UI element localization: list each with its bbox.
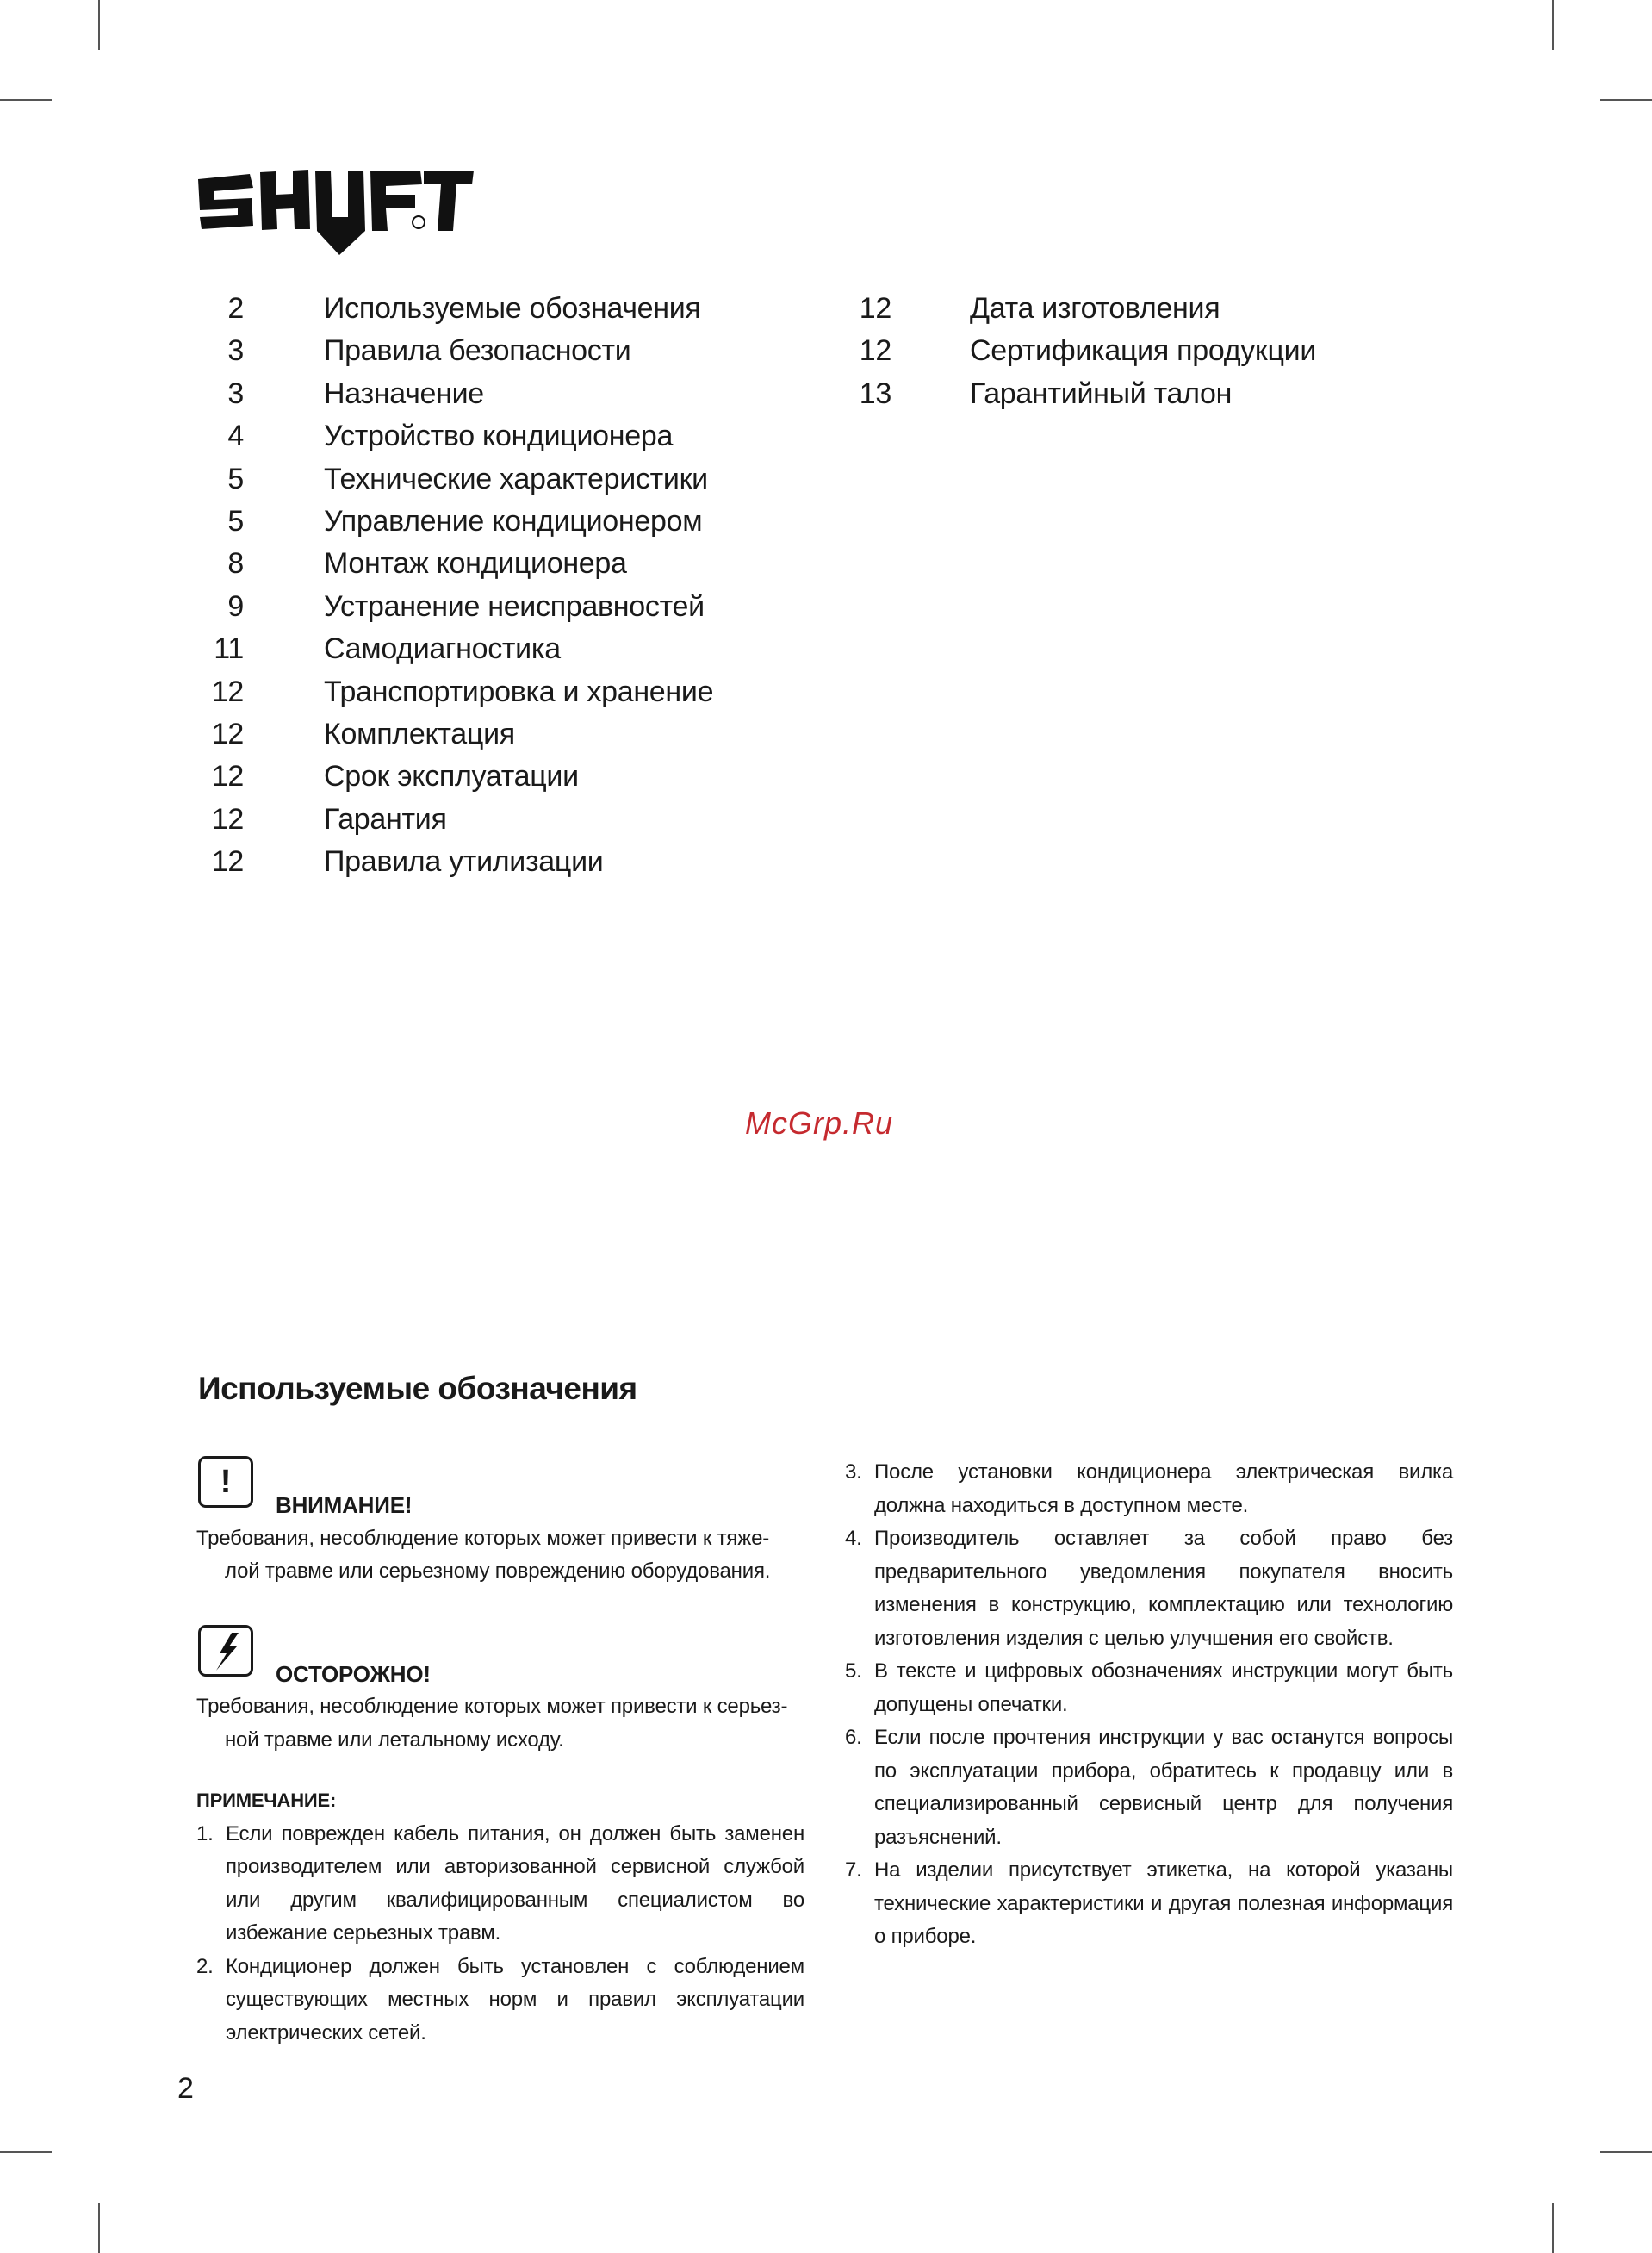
notes-list-left (196, 1818, 804, 2051)
toc-page-number: 11 (214, 632, 244, 666)
list-item (845, 1721, 1453, 1854)
section-title: Используемые обозначения (198, 1371, 637, 1406)
toc-row (196, 330, 713, 372)
toc-page-number: 8 (227, 547, 244, 581)
toc-page-number: 9 (227, 589, 244, 623)
toc-title: Используемые обозначения (324, 292, 701, 325)
toc-title: Устранение неисправностей (324, 589, 705, 623)
toc-row (196, 288, 713, 330)
list-item-text: В тексте и цифровых обозначениях инструкции могут быть допущены опечатки. (874, 1659, 1453, 1716)
crop-mark (1600, 99, 1652, 101)
toc-page-number: 12 (211, 802, 244, 836)
toc-title: Правила утилизации (324, 845, 604, 879)
toc-row (196, 586, 713, 628)
toc-title: Сертификация продукции (970, 334, 1317, 368)
toc-page-number: 3 (227, 334, 244, 368)
crop-mark (0, 99, 52, 101)
caution-block (196, 1625, 804, 1691)
toc-page-number: 4 (227, 420, 244, 453)
toc-title: Технические характеристики (324, 462, 708, 495)
toc-title: Транспортировка и хранение (324, 675, 714, 708)
crop-mark (1552, 2203, 1554, 2253)
toc-row (196, 373, 713, 415)
attention-text-line: Требования, несоблюдение которых может привести к тяже- (196, 1526, 770, 1550)
toc-title: Гарантия (324, 802, 447, 836)
left-text-column (196, 1456, 804, 2050)
list-item-number: 5. (845, 1659, 862, 1683)
list-item-text: На изделии присутствует этикетка, на которой указаны технические характеристики и другая полезная информация о приборе. (874, 1858, 1453, 1948)
toc-left-column (196, 288, 713, 884)
exclamation-icon: ! (198, 1456, 253, 1508)
toc-row (844, 373, 1316, 415)
toc-page-number: 12 (859, 292, 891, 325)
list-item-number: 6. (845, 1726, 862, 1749)
list-item-number: 1. (196, 1821, 214, 1845)
crop-mark (98, 0, 100, 50)
toc-row (196, 458, 713, 501)
toc-page-number: 3 (227, 377, 244, 410)
toc-title: Правила безопасности (324, 334, 631, 368)
toc-row (196, 799, 713, 841)
list-item (845, 1456, 1453, 1522)
toc-row (196, 415, 713, 457)
toc-row (196, 628, 713, 670)
toc-title: Монтаж кондиционера (324, 547, 627, 581)
crop-mark (1600, 2151, 1652, 2153)
toc-page-number: 13 (859, 377, 891, 410)
toc-page-number: 12 (211, 760, 244, 794)
brand-logo (196, 169, 476, 258)
caution-heading: ОСТОРОЖНО! (276, 1660, 431, 1687)
attention-heading: ВНИМАНИЕ! (276, 1492, 413, 1518)
crop-mark (98, 2203, 100, 2253)
toc-page-number: 12 (211, 718, 244, 751)
lightning-icon (198, 1625, 253, 1677)
toc-page-number: 12 (859, 334, 891, 368)
note-heading: ПРИМЕЧАНИЕ: (196, 1789, 337, 1811)
list-item-number: 7. (845, 1858, 862, 1882)
list-item (845, 1655, 1453, 1721)
toc-title: Комплектация (324, 718, 515, 751)
list-item (845, 1522, 1453, 1655)
toc-title: Назначение (324, 377, 484, 410)
watermark: McGrp.Ru (745, 1105, 894, 1141)
caution-text (196, 1690, 804, 1757)
attention-block (196, 1456, 804, 1522)
toc-title: Устройство кондиционера (324, 420, 674, 453)
list-item (196, 1818, 804, 1951)
caution-text-line: ной травме или летальному исходу. (225, 1727, 564, 1752)
crop-mark (0, 2151, 52, 2153)
toc-title: Гарантийный талон (970, 377, 1233, 410)
toc-row (844, 288, 1316, 330)
toc-row (196, 756, 713, 798)
attention-text-line: лой травме или серьезному повреждению оборудования. (225, 1559, 771, 1583)
toc-page-number: 5 (227, 462, 244, 495)
toc-title: Управление кондиционером (324, 505, 703, 538)
page-number: 2 (177, 2072, 194, 2105)
crop-mark (1552, 0, 1554, 50)
toc-row (196, 501, 713, 543)
list-item (196, 1951, 804, 2051)
toc-row (196, 841, 713, 883)
notes-list-right (845, 1456, 1453, 1954)
list-item-text: После установки кондиционера электрическая вилка должна находиться в доступном месте. (874, 1460, 1453, 1517)
list-item-text: Кондиционер должен быть установлен с соблюдением существующих местных норм и правил эксплуатации электрических сетей. (226, 1954, 804, 2045)
list-item-number: 3. (845, 1460, 862, 1484)
toc-row (196, 543, 713, 585)
toc-page-number: 2 (227, 292, 244, 325)
list-item-number: 2. (196, 1954, 214, 1978)
list-item-number: 4. (845, 1527, 862, 1550)
toc-title: Самодиагностика (324, 632, 561, 666)
caution-text-line: Требования, несоблюдение которых может привести к серьез- (196, 1695, 788, 1718)
toc-page-number: 12 (211, 845, 244, 879)
list-item-text: Производитель оставляет за собой право без предварительного уведомления покупателя вносить изменения в конструкцию, комплектацию или технологию изготовления изделия с целью улучшения его свойств. (874, 1527, 1453, 1650)
toc-title: Срок эксплуатации (324, 760, 579, 794)
toc-row (196, 713, 713, 756)
list-item (845, 1854, 1453, 1954)
toc-row (844, 330, 1316, 372)
list-item-text: Если после прочтения инструкции у вас останутся вопросы по эксплуатации прибора, обратитесь к продавцу или в специализированный сервисный центр для получения разъяснений. (874, 1726, 1453, 1849)
list-item-text: Если поврежден кабель питания, он должен быть заменен производителем или авторизованной сервисной службой или другим квалифицированным специалистом во избежание серьезных травм. (226, 1821, 804, 1945)
toc-row (196, 671, 713, 713)
right-text-column (845, 1456, 1453, 1954)
toc-page-number: 5 (227, 505, 244, 538)
attention-text (196, 1522, 804, 1589)
toc-page-number: 12 (211, 675, 244, 708)
toc-right-column (844, 288, 1316, 415)
toc-title: Дата изготовления (970, 292, 1220, 325)
